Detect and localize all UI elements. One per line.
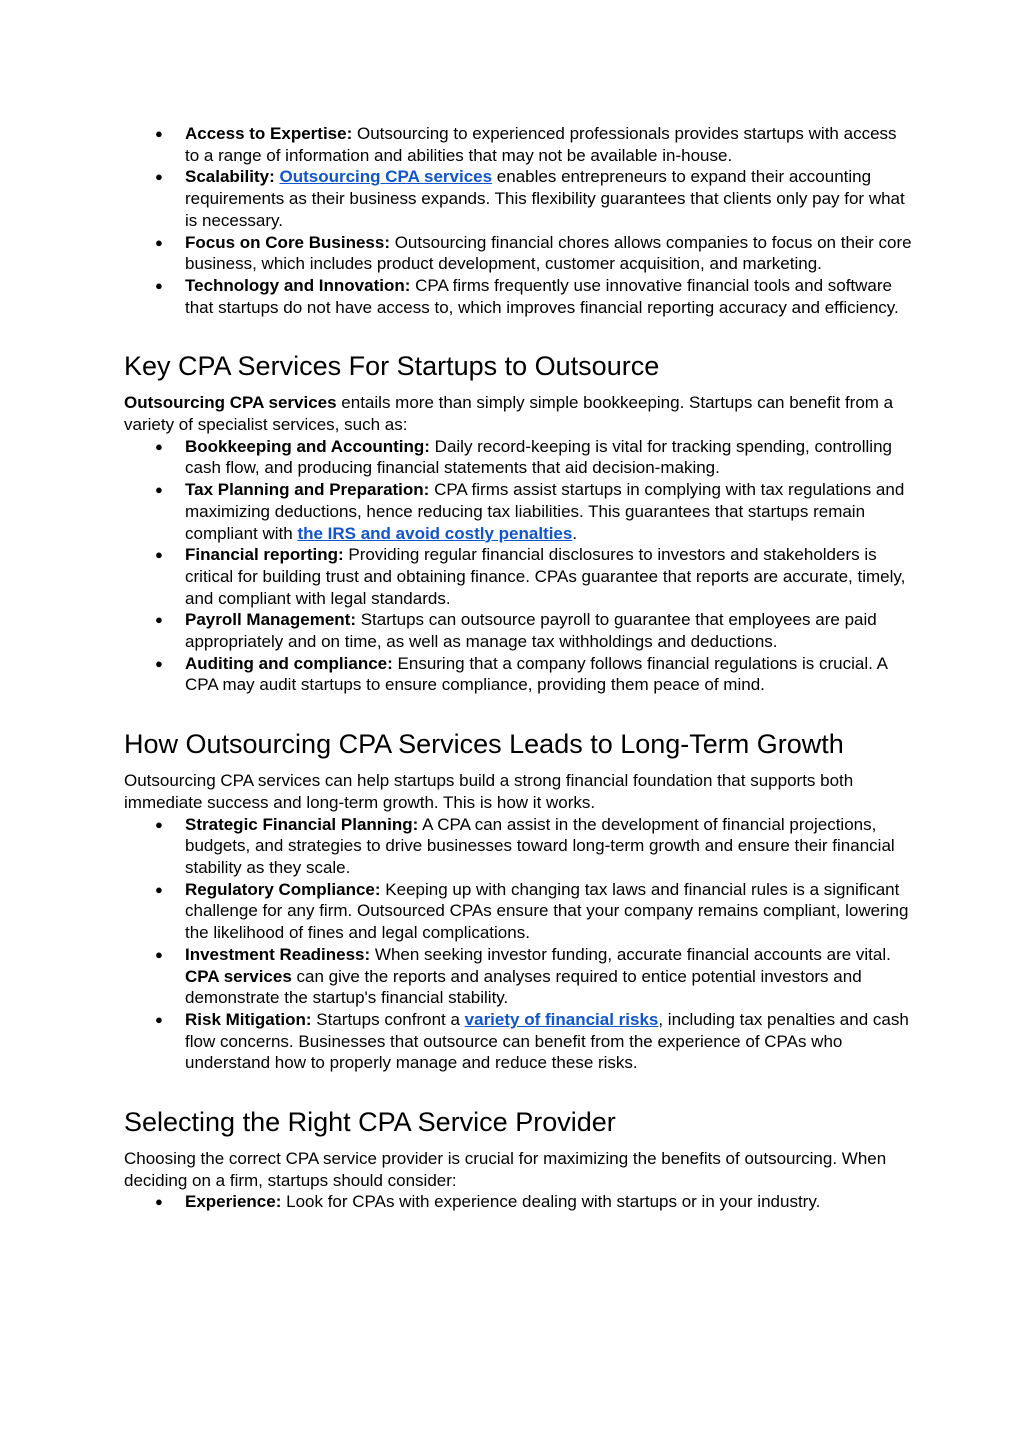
bullet-icon: ● <box>155 277 163 293</box>
bullet-icon: ● <box>155 816 163 832</box>
bullet-icon: ● <box>155 547 163 563</box>
list-item <box>124 944 914 1009</box>
bullet-icon: ● <box>155 126 163 141</box>
key-services-list <box>124 436 914 696</box>
list-item-text: Keeping up with changing tax laws and financial rules is a significant challenge for any firm. Outsourced CPAs ensure that your company remains compliant, lowering the likelihood of fines and legal complications. <box>185 879 909 943</box>
section-intro: Outsourcing CPA services can help startups build a strong financial foundation that supports both immediate success and long-term growth. This is how it works. <box>124 771 854 812</box>
list-item-text: enables entrepreneurs to expand their accounting requirements as their business expands. This flexibility guarantees that clients only pay for what is necessary. <box>185 167 905 230</box>
list-item <box>124 436 914 479</box>
list-item <box>124 814 914 879</box>
inline-bold-text: CPA services <box>185 966 292 986</box>
list-item <box>124 123 914 166</box>
section-heading-key-cpa-services: Key CPA Services For Startups to Outsource <box>124 351 660 382</box>
list-item-term: Access to Expertise: <box>185 124 353 143</box>
bullet-icon: ● <box>155 1194 163 1210</box>
list-item <box>124 232 914 275</box>
section-intro: Choosing the correct CPA service provider is crucial for maximizing the benefits of outsourcing. When deciding on a firm, startups should consider: <box>124 1149 887 1190</box>
list-item-text: can give the reports and analyses required to entice potential investors and demonstrate the startup's financial stability. <box>185 966 862 1008</box>
list-item <box>124 1191 914 1213</box>
list-item-text: Daily record-keeping is vital for tracking spending, controlling cash flow, and producing financial statements that aid decision-making. <box>185 436 892 478</box>
bullet-icon: ● <box>155 482 163 498</box>
selection-criteria-list <box>124 1191 914 1213</box>
list-item <box>124 544 914 609</box>
bullet-icon: ● <box>155 612 163 628</box>
bullet-icon: ● <box>155 169 163 185</box>
list-item-term: Investment Readiness: <box>185 944 371 964</box>
list-item-term: Tax Planning and Preparation: <box>185 480 430 500</box>
bullet-icon: ● <box>155 438 163 454</box>
list-item-text: Look for CPAs with experience dealing with startups or in your industry. <box>281 1192 821 1212</box>
list-item-term: Financial reporting: <box>185 545 344 565</box>
section-heading-long-term-growth: How Outsourcing CPA Services Leads to Long-Term Growth <box>124 729 844 760</box>
list-item-text: When seeking investor funding, accurate financial accounts are vital. <box>370 944 891 964</box>
list-item <box>124 879 914 944</box>
list-item-term: Bookkeeping and Accounting: <box>185 436 430 456</box>
list-item-text: . <box>572 523 578 543</box>
section-intro <box>124 392 914 435</box>
intro-text: entails more than simply simple bookkeeping. Startups can benefit from a variety of specialist services, such as: <box>124 393 894 435</box>
list-item-text: CPA firms frequently use innovative financial tools and software that startups do not have access to, which improves financial reporting accuracy and efficiency. <box>185 275 899 317</box>
bullet-icon: ● <box>155 881 163 897</box>
list-item-term: Risk Mitigation: <box>185 1009 312 1029</box>
list-item-term: Regulatory Compliance: <box>185 879 381 899</box>
bullet-icon: ● <box>155 1011 163 1027</box>
list-item-term: Technology and Innovation: <box>185 275 411 295</box>
list-item-term: Experience: <box>185 1192 282 1212</box>
bullet-icon: ● <box>155 655 163 671</box>
list-item-text: Providing regular financial disclosures to investors and stakeholders is critical for building trust and obtaining finance. CPAs guarantee that reports are accurate, timely, and compliant with legal standards. <box>185 545 906 608</box>
irs-penalties-link[interactable]: the IRS and avoid costly penalties <box>297 523 573 543</box>
list-item-term: Strategic Financial Planning: <box>185 814 419 834</box>
list-item-term: Auditing and compliance: <box>185 653 393 673</box>
list-item-term: Scalability: <box>185 167 275 187</box>
list-item <box>124 653 914 696</box>
list-item-text: , including tax penalties and cash flow concerns. Businesses that outsource can benefit from the experience of CPAs who understand how to properly manage and reduce these risks. <box>185 1009 909 1073</box>
list-item-text: A CPA can assist in the development of financial projections, budgets, and strategies to drive businesses toward long-term growth and ensure their financial stability as they scale. <box>185 814 895 877</box>
financial-risks-link[interactable]: variety of financial risks <box>464 1009 659 1029</box>
list-item <box>124 166 914 231</box>
list-item <box>124 609 914 652</box>
list-item <box>124 275 914 318</box>
intro-bold-text: Outsourcing CPA services <box>124 393 337 413</box>
benefits-list <box>124 123 914 318</box>
bullet-icon: ● <box>155 946 163 962</box>
document-page <box>124 123 914 1213</box>
list-item-term: Payroll Management: <box>185 610 356 630</box>
bullet-icon: ● <box>155 234 163 250</box>
outsourcing-cpa-services-link[interactable]: Outsourcing CPA services <box>279 167 493 187</box>
list-item-text: Ensuring that a company follows financial regulations is crucial. A CPA may audit startups to ensure compliance, providing them peace of mind. <box>185 653 888 695</box>
list-item-text: CPA firms assist startups in complying with tax regulations and maximizing deductions, hence reducing tax liabilities. This guarantees that startups remain compliant with <box>185 480 905 543</box>
section-heading-selecting-provider: Selecting the Right CPA Service Provider <box>124 1107 616 1138</box>
list-item <box>124 479 914 544</box>
growth-list <box>124 814 914 1074</box>
list-item <box>124 1009 914 1074</box>
list-item-text: Outsourcing to experienced professionals provides startups with access to a range of information and abilities that may not be available in-house. <box>185 124 897 165</box>
list-item-text: Startups confront a <box>311 1009 465 1029</box>
list-item-term: Focus on Core Business: <box>185 232 390 252</box>
list-item-text: Startups can outsource payroll to guarantee that employees are paid appropriately and on time, as well as manage tax withholdings and deductions. <box>185 610 877 652</box>
list-item-text: Outsourcing financial chores allows companies to focus on their core business, which includes product development, customer acquisition, and marketing. <box>185 232 912 274</box>
